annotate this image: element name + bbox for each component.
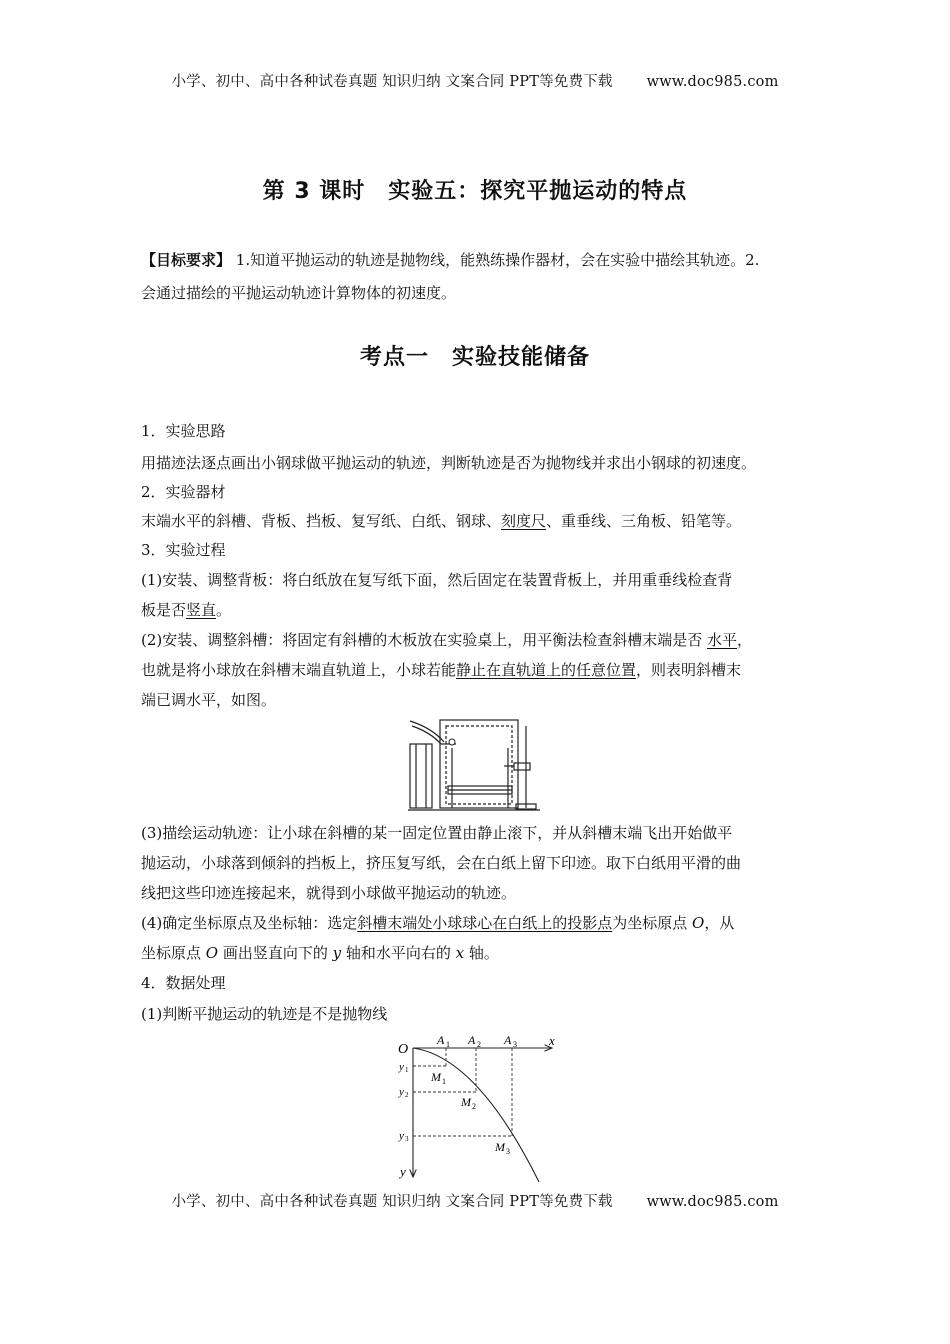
label-y3-sub: 3 [405, 1135, 409, 1143]
apparatus-figure [408, 716, 540, 812]
label-A2: A [468, 1033, 476, 1047]
label-y1-sub: 1 [405, 1066, 409, 1074]
footer-url[interactable]: www.doc985.com [646, 1194, 779, 1210]
label-M3: M [495, 1140, 505, 1154]
label-A1-sub: 1 [446, 1040, 450, 1049]
s2-text: 末端水平的斜槽、背板、挡板、复写纸、白纸、钢球、刻度尺、重垂线、三角板、铅笔等。 [141, 512, 742, 530]
label-M1-sub: 1 [442, 1077, 446, 1086]
s4-sub1: (1)判断平抛运动的轨迹是不是抛物线 [141, 1005, 388, 1023]
s3-p3-line3: 线把这些印迹连接起来，就得到小球做平抛运动的轨迹。 [141, 884, 517, 902]
paper-dashed [446, 726, 512, 804]
header-text: 小学、初中、高中各种试卷真题 知识归纳 文案合同 PPT等免费下载 [171, 74, 613, 90]
s3-heading: 3．实验过程 [141, 541, 226, 559]
s3-p2-line1: (2)安装、调整斜槽：将固定有斜槽的木板放在实验桌上，用平衡法检查斜槽末端是否 水平， [141, 631, 753, 649]
label-y2: y [399, 1086, 404, 1098]
label-A3: A [504, 1033, 512, 1047]
s3-p2-line3: 端已调水平，如图。 [141, 691, 277, 709]
label-M3-sub: 3 [506, 1147, 510, 1156]
s3-p1-line2: 板是否竖直。 [141, 601, 232, 619]
s3-p3-line1: (3)描绘运动轨迹：让小球在斜槽的某一固定位置由静止滚下，并从斜槽末端飞出开始做平 [141, 824, 733, 842]
goal-line-2: 会通过描绘的平抛运动轨迹计算物体的初速度。 [141, 284, 457, 302]
s1-heading: 1．实验思路 [141, 422, 226, 440]
label-y1: y [399, 1061, 404, 1073]
page-footer [0, 1190, 950, 1211]
s3-p1-line1: (1)安装、调整背板：将白纸放在复写纸下面，然后固定在装置背板上，并用重垂线检查背 [141, 571, 733, 589]
s4-heading: 4．数据处理 [141, 974, 226, 992]
goal-label: 【目标要求】 [141, 251, 232, 269]
label-y3: y [399, 1130, 404, 1142]
label-A1: A [437, 1033, 445, 1047]
label-M2: M [461, 1095, 471, 1109]
goal-line-1: 【目标要求】 1.知道平抛运动的轨迹是抛物线，能熟练操作器材，会在实验中描绘其轨迹。2. [141, 251, 760, 269]
label-y2-sub: 2 [405, 1091, 409, 1099]
label-A2-sub: 2 [477, 1040, 481, 1049]
label-M1: M [431, 1070, 441, 1084]
page-header [0, 70, 950, 91]
s3-p2-line2: 也就是将小球放在斜槽末端直轨道上，小球若能静止在直轨道上的任意位置，则表明斜槽末 [141, 661, 742, 679]
s3-p4-line1: (4)确定坐标原点及坐标轴：选定斜槽末端处小球球心在白纸上的投影点为坐标原点 O，从 [141, 914, 735, 932]
header-url[interactable]: www.doc985.com [646, 74, 779, 90]
s3-p3-line2: 抛运动，小球落到倾斜的挡板上，挤压复写纸，会在白纸上留下印迹。取下白纸用平滑的曲 [141, 854, 742, 872]
page-title: 第 3 课时 实验五：探究平抛运动的特点 [262, 179, 688, 204]
s1-text: 用描迹法逐点画出小钢球做平抛运动的轨迹，判断轨迹是否为抛物线并求出小钢球的初速度。 [141, 454, 757, 472]
section-title: 考点一 实验技能储备 [359, 345, 590, 370]
label-M2-sub: 2 [472, 1102, 476, 1111]
stand-clamp [514, 763, 530, 770]
label-A3-sub: 3 [513, 1040, 517, 1049]
x-axis-label: x [549, 1033, 555, 1048]
table-left [410, 744, 432, 808]
trajectory-graph [392, 1032, 564, 1184]
s3-p4-line2: 坐标原点 O 画出竖直向下的 y 轴和水平向右的 x 轴。 [141, 944, 499, 962]
s2-heading: 2．实验器材 [141, 483, 226, 501]
footer-text: 小学、初中、高中各种试卷真题 知识归纳 文案合同 PPT等免费下载 [171, 1194, 613, 1210]
origin-label: O [398, 1042, 409, 1057]
chute-curve [410, 721, 444, 742]
y-axis-label: y [400, 1164, 406, 1179]
